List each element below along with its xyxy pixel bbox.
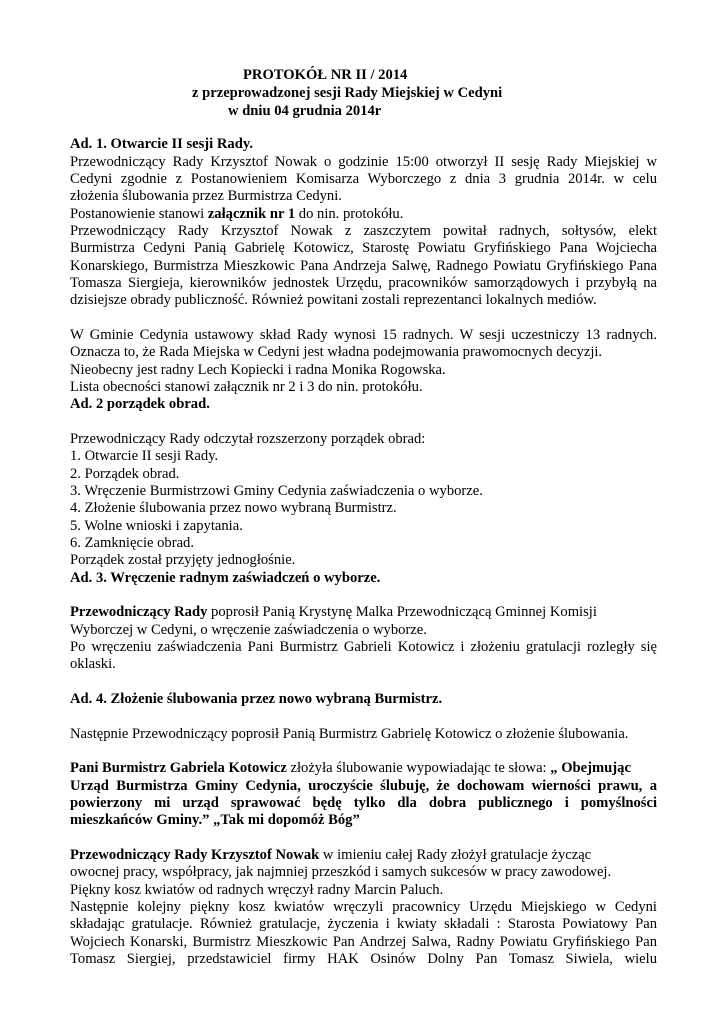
text-line: złożenia ślubowania przez Burmistrza Cedyni. [70, 188, 342, 204]
text-line: Wojciech Konarski, Burmistrz Mieszkowic Pan Andrzej Salwa, Radny Powiatu Gryfińskiego Pan [70, 934, 657, 950]
text-line: Tomasz Siergiej, przedstawiciel firmy HAK Osinów Dolny Pan Tomasz Siwiela, wielu [70, 951, 657, 967]
text-segment: poprosił Panią Krystynę Malka Przewodniczącą Gminnej Komisji [207, 604, 597, 620]
text-line [70, 760, 657, 777]
text-line: Przewodniczący Rady Krzysztof Nowak o godzinie 15:00 otworzył II sesję Rady Miejskiej w [70, 154, 657, 170]
agenda-item: 2. Porządek obrad. [70, 466, 180, 482]
text-segment: do nin. protokółu. [295, 206, 404, 222]
text-line: Wyborczej w Cedyni, o wręczenie zaświadczenia o wyborze. [70, 622, 427, 638]
agenda-item: 3. Wręczenie Burmistrzowi Gminy Cedynia zaświadczenia o wyborze. [70, 483, 483, 499]
text-line: Przewodniczący Rady Krzysztof Nowak z zaszczytem powitał radnych, sołtysów, elekt [70, 223, 657, 239]
text-line: Tomasza Siergieja, kierowników jednostek Urzędu, pracowników samorządowych i przybyłą na [70, 275, 657, 291]
document-title: PROTOKÓŁ NR II / 2014 [243, 67, 408, 83]
text-segment: w imieniu całej Rady złożył gratulacje życząc [319, 847, 592, 863]
text-line: oklaski. [70, 656, 116, 672]
text-line: dzisiejsze obrady publiczność. Również powitani zostali reprezentanci lokalnych mediów. [70, 292, 597, 308]
agenda-item: 5. Wolne wnioski i zapytania. [70, 518, 243, 534]
section-heading-2: Ad. 2 porządek obrad. [70, 396, 210, 412]
agenda-item: 4. Złożenie ślubowania przez nowo wybraną Burmistrz. [70, 500, 397, 516]
speaker-name: Przewodniczący Rady [70, 604, 208, 620]
text-line: Burmistrza Cedyni Panią Gabrielę Kotowicz, Starostę Powiatu Gryfińskiego Pana Wojciecha [70, 240, 657, 256]
text-line: Porządek został przyjęty jednogłośnie. [70, 552, 296, 568]
text-line: Następnie kolejny piękny kosz kwiatów wręczyli pracownicy Urzędu Miejskiego w Cedyni [70, 899, 657, 915]
agenda-item: 1. Otwarcie II sesji Rady. [70, 448, 219, 464]
section-heading-1: Ad. 1. Otwarcie II sesji Rady. [70, 136, 253, 152]
text-line: Lista obecności stanowi załącznik nr 2 i 3 do nin. protokółu. [70, 379, 423, 395]
oath-line: Urząd Burmistrza Gminy Cedynia, uroczyście ślubuję, że dochowam wierności prawu, a [70, 778, 657, 794]
agenda-item: 6. Zamknięcie obrad. [70, 535, 194, 551]
text-line: Przewodniczący Rady odczytał rozszerzony porządek obrad: [70, 431, 426, 447]
section-heading-4: Ad. 4. Złożenie ślubowania przez nowo wybraną Burmistrz. [70, 691, 443, 707]
text-line [70, 206, 657, 223]
oath-line: powierzony mi urząd sprawować będę tylko dla dobra publicznego i pomyślności [70, 795, 657, 811]
text-line [70, 604, 657, 621]
attachment-ref: załącznik nr 1 [207, 206, 296, 222]
speaker-name: Przewodniczący Rady Krzysztof Nowak [70, 847, 320, 863]
text-line: Piękny kosz kwiatów od radnych wręczył radny Marcin Paluch. [70, 882, 444, 898]
text-line: Oznacza to, że Rada Miejska w Cedyni jest władna podejmowania prawomocnych decyzji. [70, 344, 603, 360]
text-segment: Postanowienie stanowi [70, 206, 208, 222]
oath-line: mieszkańców Gminy.” „Tak mi dopomóż Bóg” [70, 812, 360, 828]
text-segment: złożyła ślubowanie wypowiadając te słowa: [286, 760, 551, 776]
text-line [70, 847, 657, 864]
document-date: w dniu 04 grudnia 2014r [228, 103, 382, 119]
text-line: Po wręczeniu zaświadczenia Pani Burmistrz Gabrieli Kotowicz i złożeniu gratulacji rozległy się [70, 639, 657, 655]
oath-text: „ Obejmując [550, 760, 631, 776]
section-heading-3: Ad. 3. Wręczenie radnym zaświadczeń o wyborze. [70, 570, 381, 586]
text-line: Następnie Przewodniczący poprosił Panią Burmistrz Gabrielę Kotowicz o złożenie ślubowania. [70, 726, 629, 742]
text-line: W Gminie Cedynia ustawowy skład Rady wynosi 15 radnych. W sesji uczestniczy 13 radnych. [70, 327, 657, 343]
speaker-name: Pani Burmistrz Gabriela Kotowicz [70, 760, 287, 776]
text-line: Konarskiego, Burmistrza Mieszkowic Pana Andrzeja Salwę, Radnego Powiatu Gryfińskiego Pana [70, 258, 657, 274]
text-line: Nieobecny jest radny Lech Kopiecki i radna Monika Rogowska. [70, 362, 446, 378]
text-line: składając gratulacje. Również gratulacje, życzenia i kwiaty składali : Starosta Powiatowy Pan [70, 916, 657, 932]
text-line: Cedyni zgodnie z Postanowieniem Komisarza Wyborczego z dnia 3 grudnia 2014r. w celu [70, 171, 657, 187]
document-subtitle: z przeprowadzonej sesji Rady Miejskiej w Cedyni [192, 85, 503, 101]
text-line: owocnej pracy, współpracy, jak najmniej przeszkód i samych sukcesów w pracy zawodowej. [70, 864, 612, 880]
